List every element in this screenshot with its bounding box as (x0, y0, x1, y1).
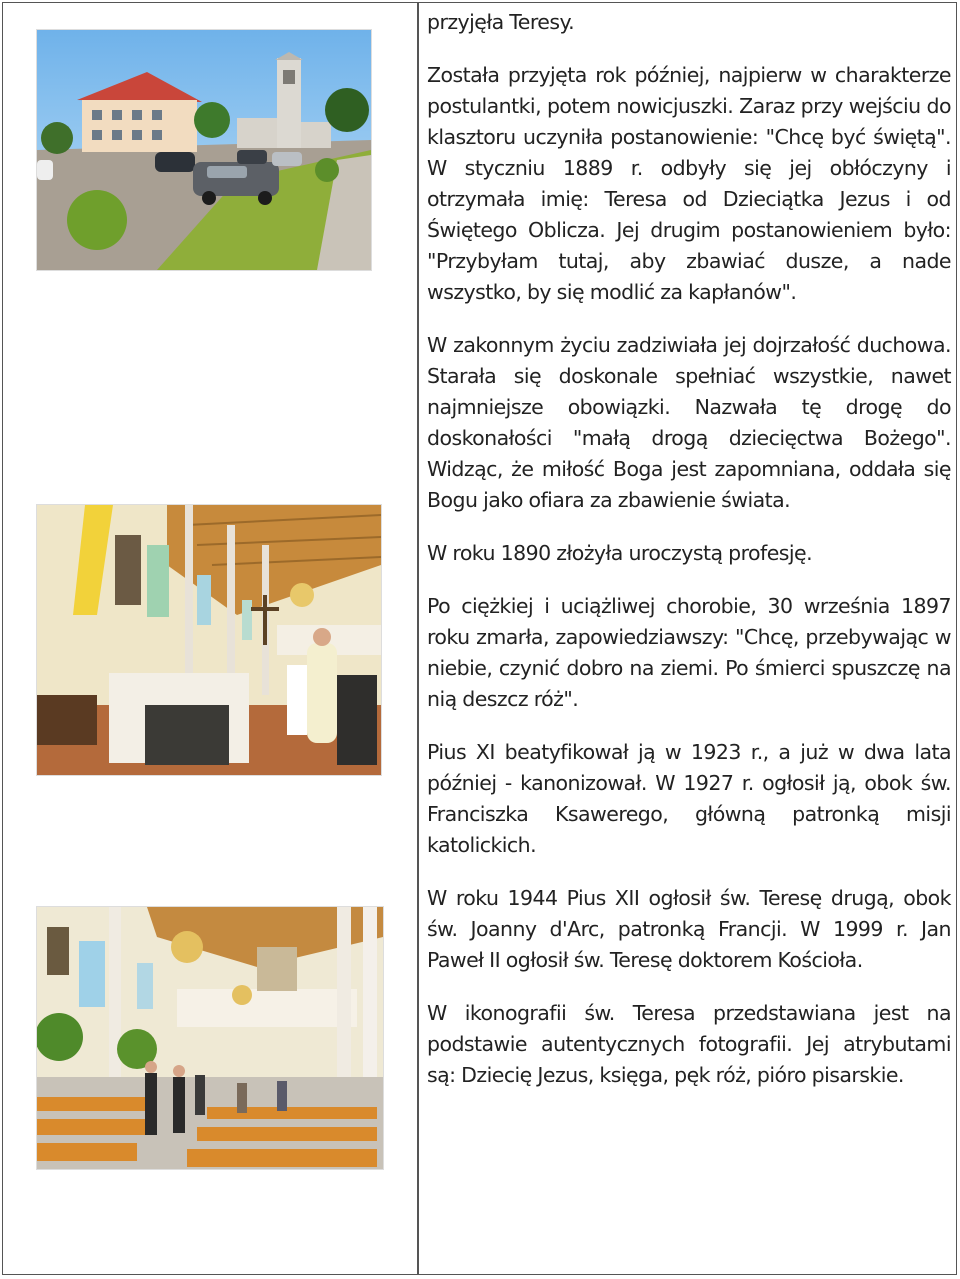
photo-church-nave (37, 907, 383, 1169)
photo-church-altar (37, 505, 381, 775)
paragraph: Pius XI beatyfikował ją w 1923 r., a już w dwa lata później - kanonizował. W 1927 r. ogłosił ją, obok św. Franciszka Ksawerego, główną patronką misji katolickich. (427, 740, 951, 857)
paragraph: Po ciężkiej i uciążliwej chorobie, 30 września 1897 roku zmarła, zapowiedziawszy: "Chcę, przebywając w niebie, czynić dobro na ziemi. Po śmierci spuszczę na nią deszcz róż". (427, 594, 951, 711)
paragraph: W ikonografii św. Teresa przedstawiana jest na podstawie autentycznych fotografii. Jej atrybutami są: Dziecię Jezus, księga, pęk róż, pióro pisarskie. (427, 1001, 951, 1087)
paragraph: przyjęła Teresy. (427, 10, 575, 34)
paragraph: W roku 1890 złożyła uroczystą profesję. (427, 541, 813, 565)
paragraph: W zakonnym życiu zadziwiała jej dojrzałość duchowa. Starała się doskonale spełniać wszystkie, nawet najmniejsze obowiązki. Nazwała tę drogę do doskonałości "małą drogą dziecięctwa Bożego". Widząc, że miłość Boga jest zapomniana, oddała się Bogu jako ofiara za zbawienie świata. (427, 333, 951, 512)
document-table (2, 2, 957, 1275)
column-divider (417, 3, 419, 1274)
paragraph: Została przyjęta rok później, najpierw w charakterze postulantki, potem nowicjuszki. Zaraz przy wejściu do klasztoru uczyniła postanowienie: "Chcę być świętą". W styczniu 1889 r. odbyły się jej obłóczyny i otrzymała imię: Teresa od Dzieciątka Jezus i od Świętego Oblicza. Jej drugim postanowieniem było: "Przybyłam tutaj, aby zbawiać dusze, a nade wszystko, by się modlić za kapłanów". (427, 63, 951, 304)
photo-church-exterior (37, 30, 371, 270)
article-text (427, 7, 951, 1113)
paragraph: W roku 1944 Pius XII ogłosił św. Teresę drugą, obok św. Joanny d'Arc, patronką Francji. W 1999 r. Jan Paweł II ogłosił św. Teresę doktorem Kościoła. (427, 886, 951, 972)
